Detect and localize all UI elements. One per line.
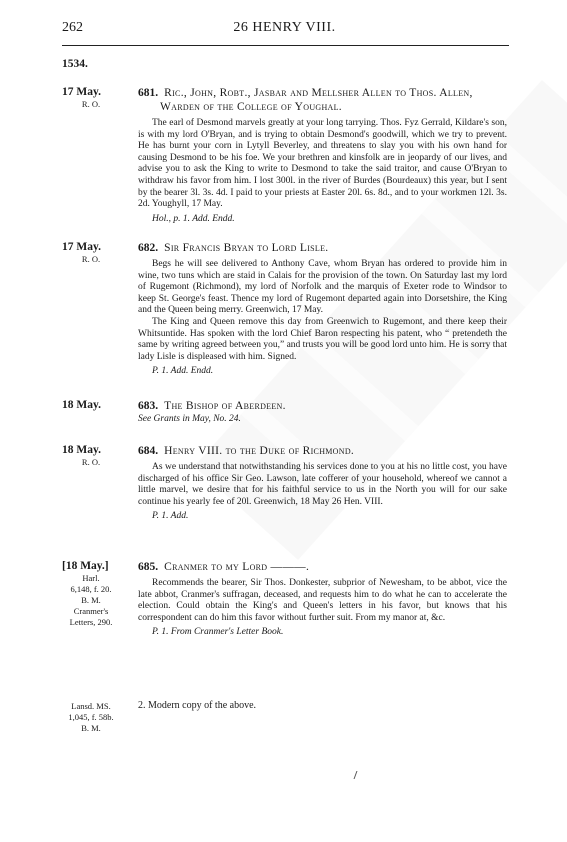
entry-heading: [138, 444, 507, 458]
entry-text: [138, 259, 507, 363]
entry-body: [138, 560, 507, 637]
see-also-ref: See Grants in May, No. 24.: [138, 414, 241, 424]
header-rule: [62, 45, 509, 46]
margin-column: [62, 444, 120, 467]
entry-number: 684.: [138, 445, 159, 457]
entry-date: 18 May.: [62, 444, 101, 456]
entry-date: 18 May.: [62, 399, 101, 411]
entry-number: 685.: [138, 561, 159, 573]
entry-heading: [138, 241, 507, 255]
entry-title: Cranmer to my Lord ———.: [164, 561, 310, 573]
paragraph: Recommends the bearer, Sir Thos. Donkester, subprior of Newesham, to be abbot, vice the late abbot, Cranmer's suffragan, deceased, and requests him to do what he can to accelerate the election. Could obtain the King's and Queen's letters in his favor, but knows that his correspondent can do him this favor without further suit. From my manor at, &c.: [138, 578, 507, 623]
paragraph: The King and Queen remove this day from Greenwich to Rugemont, and there keep their Whitsuntide. Has spoken with the lord Chief Baron respecting his patent, who “ pretendeth the same by writing agreed between you,” and trusts you will be good lord unto him. He is sorry that lady Lisle is displeased with him. Signed.: [138, 316, 507, 362]
margin-column: [62, 560, 120, 627]
entry-date: 17 May.: [62, 86, 101, 98]
entry-body: [138, 241, 507, 376]
paragraph: The earl of Desmond marvels greatly at your long tarrying. Thos. Fyz Gerrald, Kildare's son, is with my lord O'Bryan, and is trying to obtain Desmond's goodwill, which we try to prevent. He has burnt your corn in Lytyll Beverley, and threatens to slay you with his own hand for causing Desmond to be his foe. We your brethren and kinsfolk are in jeopardy of our lives, and advise you to ask the King to write to Desmond to take the said traitor, and cause O'Bryan to withdraw his favor from him. I lost 300l. in the river of Burdes (Bourdeaux) this year, but I sent by the bearer 3l. 3s. 4d. I paid to your priests at Easter 20l. 6s. 8d., and to your workmen 12l. 3s. 2d. Youghyll, 17 May.: [138, 118, 507, 210]
entry-body: [138, 444, 507, 521]
entry-heading: [138, 399, 507, 413]
entry-text: [138, 462, 507, 508]
stray-mark: [344, 771, 358, 779]
source-ref: 6,148, f. 20.: [70, 584, 112, 594]
source-ref: B. M.: [81, 595, 101, 605]
source-ref: B. M.: [81, 723, 101, 733]
entry-date: 17 May.: [62, 241, 101, 253]
margin-column: [62, 700, 120, 733]
entry-text: [138, 118, 507, 211]
paragraph: Begs he will see delivered to Anthony Cave, whom Bryan has ordered to provide him in wine, two tuns which are staid in Calais for the provision of the town. On Saturday last my lord of Rugemont (Richmond), my lord of Norfolk and the marquis of Exeter rode to Windsor to keep St. George's feast. Thence my lord of Rugemont departed again into Dorsetshire, the King and the Queen being merry. Greenwich, 17 May.: [138, 259, 507, 316]
source-ref: Harl.: [82, 573, 100, 583]
source-ref: R. O.: [81, 99, 101, 109]
running-title: 26 HENRY VIII.: [233, 20, 336, 35]
entry-footer: P. 1. Add. Endd.: [152, 366, 214, 377]
entry-body: [138, 86, 507, 224]
source-ref: R. O.: [81, 254, 101, 264]
entry-body: [138, 700, 507, 712]
entry-footer: Hol., p. 1. Add. Endd.: [152, 213, 235, 224]
page-number: 262: [62, 20, 83, 35]
entry-title: Ric., John, Robt., Jasbar and Mellsher Allen to Thos. Allen, Warden of the College of Youghal.: [160, 87, 473, 113]
margin-column: [62, 399, 120, 411]
page-header: [62, 20, 507, 42]
margin-column: [62, 241, 120, 264]
entry-title: Sir Francis Bryan to Lord Lisle.: [164, 242, 329, 254]
source-ref: 1,045, f. 58b.: [68, 712, 114, 722]
margin-column: [62, 86, 120, 109]
paragraph: As we understand that notwithstanding his services done to you at his no little cost, you have discharged of his office Sir Geo. Lawson, late cofferer of your household, whereof we cannot a little marvel, we desire that for his faithful service to us in the North you will for our sake continue his yearly fee of 20l. Greenwich, 18 May 26 Hen. VIII.: [138, 462, 507, 507]
entry-text: 2. Modern copy of the above.: [138, 700, 257, 711]
entry-number: 682.: [138, 242, 159, 254]
source-ref: Cranmer's: [73, 606, 109, 616]
entry-date: [18 May.]: [62, 560, 109, 572]
entry-heading: [138, 86, 507, 114]
entry-number: 681.: [138, 87, 159, 99]
entry-heading: [138, 560, 507, 574]
entry-footer: P. 1. Add.: [152, 511, 189, 522]
entry-body: [138, 399, 507, 424]
entry-text: [138, 578, 507, 624]
entry-number: 683.: [138, 400, 159, 412]
source-ref: Letters, 290.: [69, 617, 113, 627]
entry-title: The Bishop of Aberdeen.: [164, 400, 286, 412]
entry-title: Henry VIII. to the Duke of Richmond.: [164, 445, 355, 457]
source-ref: Lansd. MS.: [71, 701, 111, 711]
entry-footer: P. 1. From Cranmer's Letter Book.: [152, 627, 284, 638]
year-heading: 1534.: [62, 58, 88, 70]
source-ref: R. O.: [81, 457, 101, 467]
